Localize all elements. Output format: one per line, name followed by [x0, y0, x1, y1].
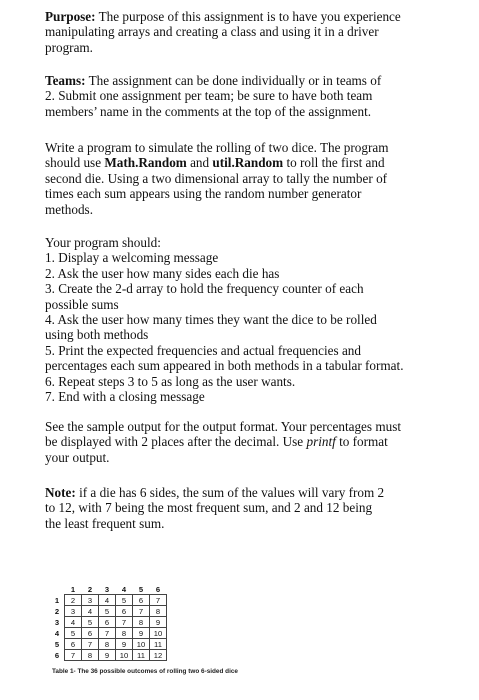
- table-cell: 6: [116, 606, 133, 617]
- printf-term: printf: [306, 434, 336, 450]
- purpose-line-1: [45, 9, 440, 24]
- note-line-3: the least frequent sum.: [45, 515, 165, 531]
- requirement-line: possible sums: [45, 296, 119, 312]
- row-header: 6: [54, 650, 60, 660]
- teams-paragraph: [45, 73, 440, 119]
- table-cell: 7: [150, 595, 167, 606]
- row-header: 1: [54, 595, 60, 605]
- table-cell: 8: [99, 639, 116, 650]
- purpose-label: Purpose:: [45, 9, 96, 24]
- table-cell: 5: [65, 628, 82, 639]
- column-header: 5: [138, 584, 144, 594]
- table-cell: 2: [65, 595, 82, 606]
- requirement-line: 1. Display a welcoming message: [45, 250, 219, 266]
- teams-line-3: members’ name in the comments at the top of the assignment.: [45, 103, 372, 119]
- table-cell: 6: [82, 628, 99, 639]
- table-cell: 5: [99, 606, 116, 617]
- table-cell: 11: [150, 639, 167, 650]
- table-cell: 6: [133, 595, 150, 606]
- sample-output-paragraph: [45, 419, 440, 465]
- table-cell: 9: [99, 650, 116, 661]
- write-text-c: and: [186, 155, 213, 171]
- math-random-term: Math.Random: [104, 155, 187, 171]
- row-header: 2: [54, 606, 60, 616]
- table-cell: 7: [116, 617, 133, 628]
- table-header-row: [50, 584, 167, 595]
- table-cell: 5: [82, 617, 99, 628]
- teams-line-1: [45, 73, 440, 88]
- table-cell: 4: [65, 617, 82, 628]
- table-cell: 9: [116, 639, 133, 650]
- table-cell: 4: [82, 606, 99, 617]
- table-cell: 10: [116, 650, 133, 661]
- table-cell: 6: [65, 639, 82, 650]
- write-text-a: should use: [45, 155, 105, 171]
- table-cell: 7: [82, 639, 99, 650]
- table-row: [50, 650, 167, 661]
- requirement-line: 5. Print the expected frequencies and actual frequencies and: [45, 342, 361, 358]
- column-header: 6: [155, 584, 161, 594]
- table-cell: 12: [150, 650, 167, 661]
- purpose-line-3: program.: [45, 39, 93, 55]
- row-header: 5: [54, 639, 60, 649]
- column-header: 4: [121, 584, 127, 594]
- table-cell: 9: [150, 617, 167, 628]
- table-corner: [50, 584, 65, 595]
- requirement-line: 4. Ask the user how many times they want the dice to be rolled: [45, 312, 377, 328]
- table-row: [50, 639, 167, 650]
- table-cell: 6: [99, 617, 116, 628]
- row-header: 3: [54, 617, 60, 627]
- write-text-d: to roll the first and: [283, 155, 385, 171]
- dice-outcomes-table-wrapper: [50, 584, 190, 661]
- table-cell: 11: [133, 650, 150, 661]
- table-cell: 7: [65, 650, 82, 661]
- requirements-intro: Your program should:: [45, 235, 161, 250]
- purpose-line-2: manipulating arrays and creating a class and using it in a driver: [45, 24, 379, 40]
- table-row: [50, 628, 167, 639]
- table-cell: 10: [150, 628, 167, 639]
- column-header: 2: [87, 584, 93, 594]
- requirement-line: 6. Repeat steps 3 to 5 as long as the user wants.: [45, 373, 296, 389]
- table-cell: 8: [150, 606, 167, 617]
- sample-text-a: be displayed with 2 places after the decimal. Use: [45, 434, 307, 450]
- requirement-line: using both methods: [45, 327, 149, 343]
- table-cell: 8: [116, 628, 133, 639]
- table-caption: Table 1- The 36 possible outcomes of rolling two 6-sided dice: [52, 668, 238, 675]
- table-cell: 8: [82, 650, 99, 661]
- write-line-2: [45, 155, 440, 170]
- purpose-text: The purpose of this assignment is to have you experience: [95, 9, 401, 24]
- write-line-3: second die. Using a two dimensional array to tally the number of: [45, 170, 388, 186]
- requirement-line: percentages each sum appeared in both methods in a tabular format.: [45, 358, 404, 374]
- table-cell: 7: [99, 628, 116, 639]
- teams-label: Teams:: [45, 73, 86, 88]
- sample-line-1: See the sample output for the output format. Your percentages must: [45, 419, 401, 434]
- requirements-list: [45, 235, 440, 404]
- note-line-2: to 12, with 7 being the most frequent sum, and 2 and 12 being: [45, 500, 373, 516]
- table-cell: 10: [133, 639, 150, 650]
- note-text: if a die has 6 sides, the sum of the values will vary from 2: [75, 485, 385, 500]
- table-cell: 3: [65, 606, 82, 617]
- note-label: Note:: [45, 485, 76, 500]
- program-description-paragraph: [45, 140, 440, 217]
- table-row: [50, 606, 167, 617]
- purpose-paragraph: [45, 9, 440, 55]
- note-line-1: [45, 485, 440, 500]
- sample-text-b: to format: [335, 434, 388, 450]
- teams-text: The assignment can be done individually or in teams of: [85, 73, 382, 88]
- column-header: 1: [70, 584, 76, 594]
- table-cell: 7: [133, 606, 150, 617]
- column-header: 3: [104, 584, 110, 594]
- table-cell: 3: [82, 595, 99, 606]
- dice-outcomes-table: [50, 584, 167, 661]
- sample-line-2: [45, 434, 440, 449]
- table-cell: 5: [116, 595, 133, 606]
- table-cell: 4: [99, 595, 116, 606]
- write-line-5: methods.: [45, 201, 93, 217]
- write-line-4: times each sum appears using the random number generator: [45, 186, 362, 202]
- requirement-line: 2. Ask the user how many sides each die has: [45, 265, 280, 281]
- teams-line-2: 2. Submit one assignment per team; be sure to have both team: [45, 88, 373, 104]
- note-paragraph: [45, 485, 440, 531]
- sample-line-3: your output.: [45, 449, 110, 465]
- row-header: 4: [54, 628, 60, 638]
- requirement-line: 3. Create the 2-d array to hold the frequency counter of each: [45, 281, 364, 297]
- table-row: [50, 617, 167, 628]
- table-cell: 9: [133, 628, 150, 639]
- util-random-term: util.Random: [212, 155, 284, 171]
- table-row: [50, 595, 167, 606]
- table-cell: 8: [133, 617, 150, 628]
- write-line-1: Write a program to simulate the rolling of two dice. The program: [45, 140, 389, 155]
- requirement-line: 7. End with a closing message: [45, 389, 205, 405]
